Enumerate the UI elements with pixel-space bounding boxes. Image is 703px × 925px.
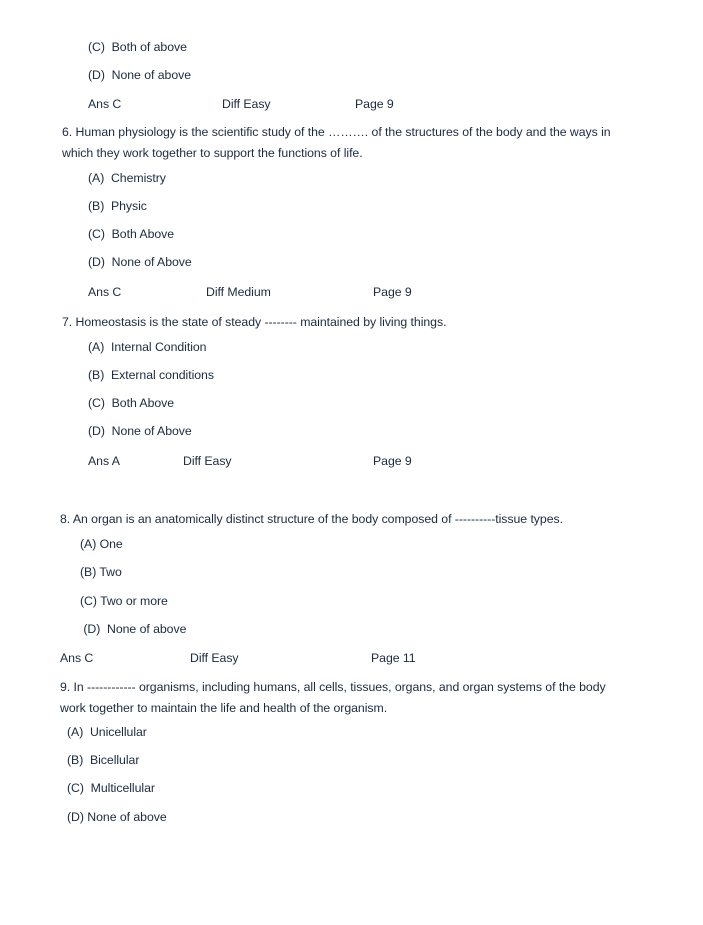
difficulty-level: Diff Easy (222, 97, 271, 111)
answer-meta-row (0, 453, 703, 469)
option-item: (A) One (80, 537, 123, 551)
difficulty-level: Diff Medium (206, 285, 271, 299)
option-item: (C) Multicellular (67, 781, 155, 795)
question-text: 8. An organ is an anatomically distinct structure of the body composed of ----------tissue types. (60, 512, 563, 526)
option-item: (B) Bicellular (67, 753, 140, 767)
option-item: (C) Both Above (88, 227, 175, 241)
option-item: (D) None of Above (88, 424, 192, 438)
answer-meta-row (0, 96, 703, 112)
page-reference: Page 9 (373, 454, 412, 468)
option-item: (A) Unicellular (67, 725, 147, 739)
page-reference: Page 11 (371, 651, 416, 665)
answer-key: Ans A (88, 454, 120, 468)
answer-meta-row (0, 650, 703, 666)
option-item: (B) Two (80, 565, 122, 579)
answer-key: Ans C (60, 651, 94, 665)
answer-meta-row (0, 284, 703, 300)
answer-key: Ans C (88, 97, 122, 111)
difficulty-level: Diff Easy (183, 454, 232, 468)
option-item: (B) Physic (88, 199, 147, 213)
question-text: 6. Human physiology is the scientific study of the ………. of the structures of the body and the ways in which they work together to support the functions of life. (62, 125, 611, 160)
option-item: (C) Both Above (88, 396, 175, 410)
option-item: (D) None of Above (88, 255, 192, 269)
page-reference: Page 9 (355, 97, 394, 111)
page-reference: Page 9 (373, 285, 412, 299)
answer-key: Ans C (88, 285, 122, 299)
option-item: (A) Chemistry (88, 171, 166, 185)
option-item: (C) Both of above (88, 40, 187, 54)
option-item: (D) None of above (67, 810, 167, 824)
option-item: (D) None of above (88, 68, 191, 82)
option-item: (A) Internal Condition (88, 340, 207, 354)
question-text: 7. Homeostasis is the state of steady -------- maintained by living things. (62, 315, 447, 329)
option-item: (B) External conditions (88, 368, 214, 382)
option-item: (D) None of above (80, 622, 187, 636)
difficulty-level: Diff Easy (190, 651, 239, 665)
question-text: 9. In ------------ organisms, including humans, all cells, tissues, organs, and organ systems of the body work together to maintain the life and health of the organism. (60, 680, 606, 715)
option-item: (C) Two or more (80, 594, 168, 608)
